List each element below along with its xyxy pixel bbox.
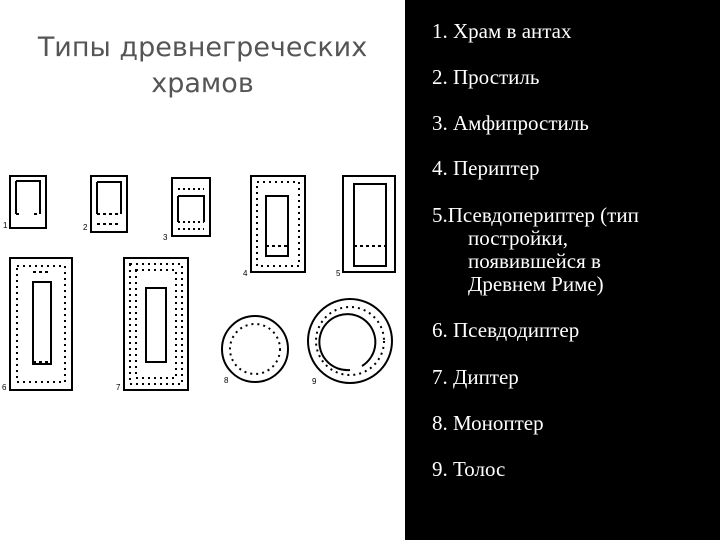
plan-number-2: 2 — [83, 223, 88, 232]
temple-plan-1 — [10, 176, 46, 228]
list-item-6: 6. Псевдодиптер — [432, 318, 580, 342]
list-item-9: 9. Толос — [432, 457, 506, 481]
list-item-2: 2. Простиль — [432, 65, 540, 89]
list-item-7: 7. Диптер — [432, 365, 519, 389]
plan-number-6: 6 — [2, 383, 7, 392]
temple-plan-5 — [343, 176, 395, 272]
plan-number-8: 8 — [224, 376, 229, 385]
slide-title — [10, 30, 395, 102]
plan-number-4: 4 — [243, 269, 248, 278]
plan-number-5: 5 — [336, 269, 341, 278]
plan-number-9: 9 — [312, 377, 317, 386]
plan-number-3: 3 — [163, 233, 168, 242]
plan-number-7: 7 — [116, 383, 121, 392]
list-item-1: 1. Храм в антах — [432, 19, 572, 43]
temple-plan-3 — [172, 178, 210, 236]
temple-plan-9 — [308, 299, 392, 383]
title-line-2: храмов — [151, 68, 254, 99]
temple-plans-diagram — [0, 160, 405, 400]
list-item-4: 4. Периптер — [432, 156, 540, 180]
list-item-5: 5.Псевдопериптер (тип постройки, появившейся в Древнем Риме) — [432, 203, 639, 296]
temple-plan-7 — [124, 258, 188, 390]
temple-plan-8 — [222, 316, 288, 382]
list-item-8: 8. Моноптер — [432, 411, 544, 435]
title-line-1: Типы древнегреческих — [37, 32, 368, 63]
plan-number-1: 1 — [3, 221, 8, 230]
temple-plan-2 — [91, 176, 127, 232]
list-item-3: 3. Амфипростиль — [432, 111, 589, 135]
temple-plan-4 — [251, 176, 305, 272]
temple-plan-6 — [10, 258, 72, 390]
